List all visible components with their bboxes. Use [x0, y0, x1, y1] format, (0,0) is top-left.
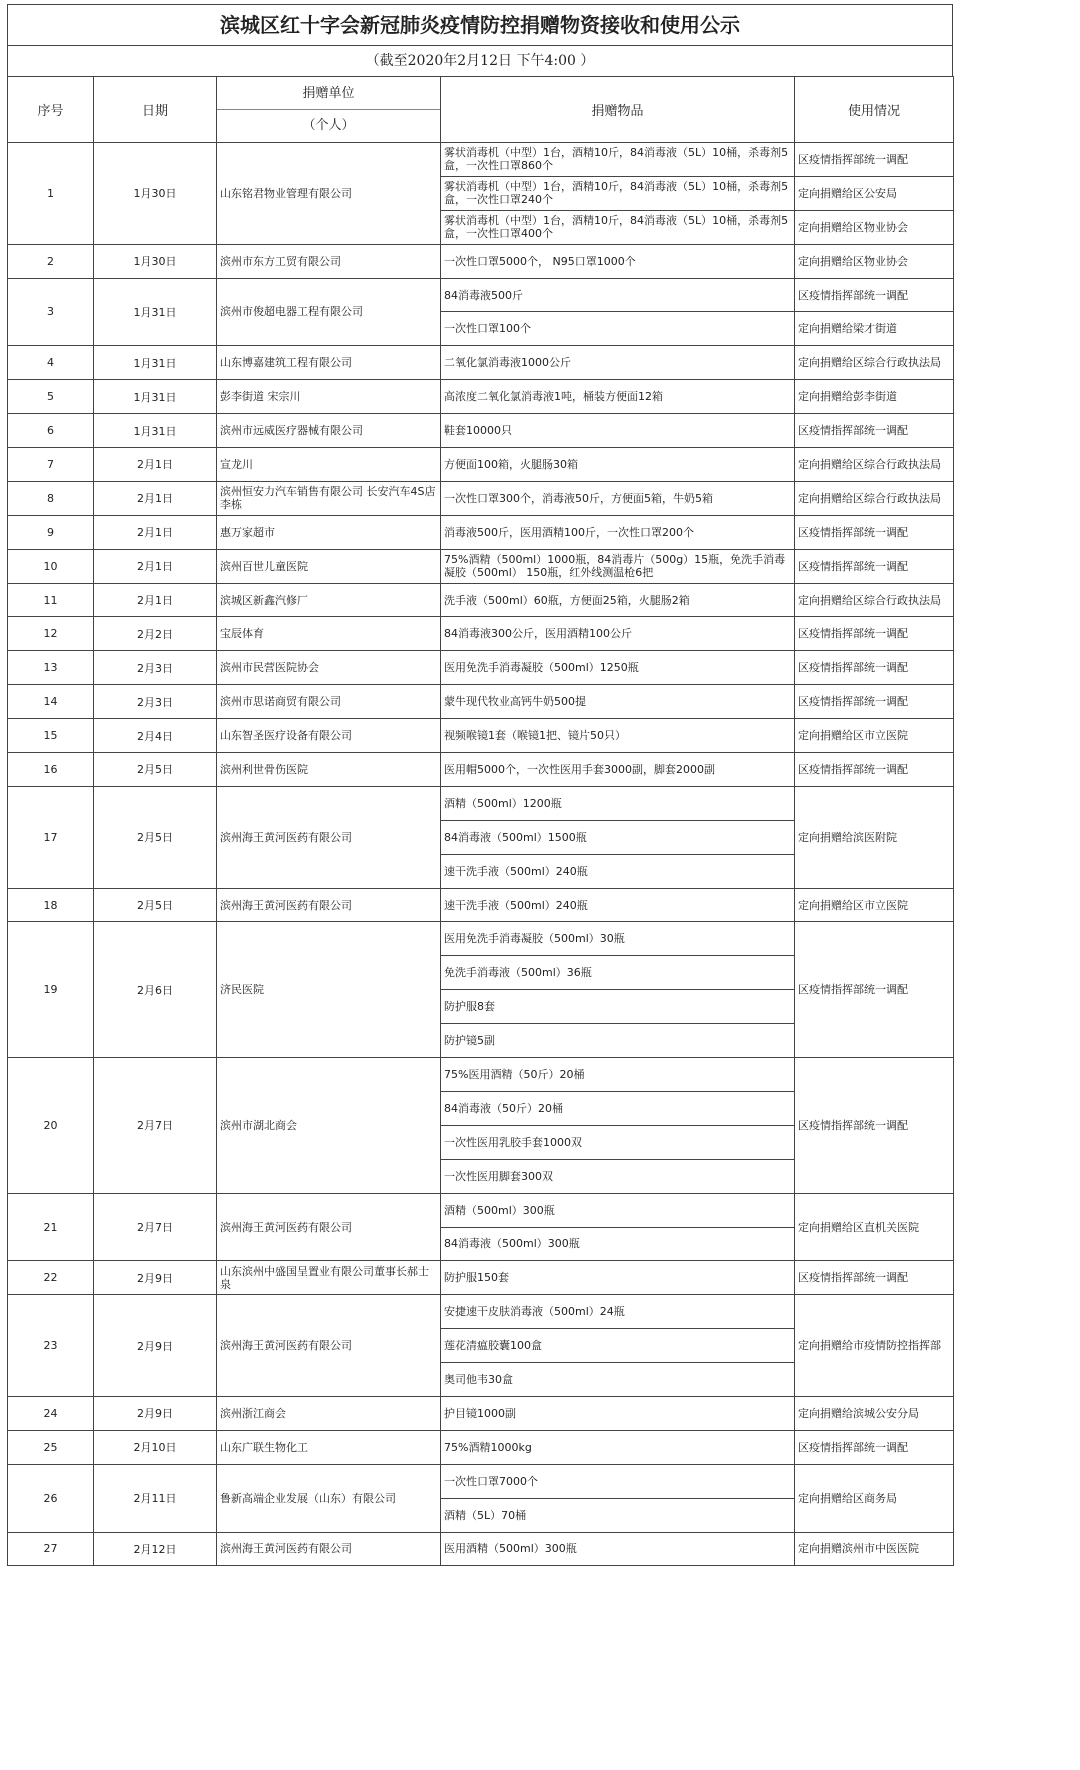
cell-usage: 区疫情指挥部统一调配: [795, 685, 954, 719]
cell-date: 2月1日: [94, 448, 217, 482]
cell-items: 速干洗手液（500ml）240瓶: [441, 888, 795, 922]
cell-usage: 区疫情指挥部统一调配: [795, 922, 954, 1058]
cell-items: 75%酒精（500ml）1000瓶，84消毒片（500g）15瓶，免洗手消毒凝胶（500ml） 150瓶，红外线测温枪6把: [441, 549, 795, 583]
cell-usage: 区疫情指挥部统一调配: [795, 414, 954, 448]
cell-donor: 山东广联生物化工: [217, 1430, 441, 1464]
cell-date: 1月31日: [94, 346, 217, 380]
cell-items: 防护镜5副: [441, 1024, 795, 1058]
cell-no: 2: [8, 244, 94, 278]
cell-items: 雾状消毒机（中型）1台，酒精10斤，84消毒液（5L）10桶，杀毒剂5盒，一次性口罩400个: [441, 210, 795, 244]
table-row: [8, 515, 954, 549]
cell-no: 22: [8, 1261, 94, 1295]
cell-items: 一次性口罩5000个， N95口罩1000个: [441, 244, 795, 278]
table-row: [8, 380, 954, 414]
cell-donor: 滨城区新鑫汽修厂: [217, 583, 441, 617]
cell-date: 2月5日: [94, 786, 217, 888]
cell-date: 2月3日: [94, 685, 217, 719]
table-row: [8, 244, 954, 278]
cell-items: 一次性口罩100个: [441, 312, 795, 346]
cell-usage: 定向捐赠给区市立医院: [795, 719, 954, 753]
table-row: [8, 143, 954, 177]
cell-no: 19: [8, 922, 94, 1058]
cell-date: 1月30日: [94, 143, 217, 245]
table-row: [8, 1261, 954, 1295]
cell-usage: 区疫情指挥部统一调配: [795, 278, 954, 312]
cell-no: 8: [8, 481, 94, 515]
cell-donor: 滨州市湖北商会: [217, 1058, 441, 1194]
cell-usage: 定向捐赠给区市立医院: [795, 888, 954, 922]
cell-items: 安捷速干皮肤消毒液（500ml）24瓶: [441, 1295, 795, 1329]
cell-no: 9: [8, 515, 94, 549]
cell-date: 2月1日: [94, 515, 217, 549]
cell-date: 2月12日: [94, 1532, 217, 1566]
cell-date: 2月4日: [94, 719, 217, 753]
cell-items: 方便面100箱，火腿肠30箱: [441, 448, 795, 482]
table-row: [8, 583, 954, 617]
cell-no: 20: [8, 1058, 94, 1194]
cell-usage: 定向捐赠给市疫情防控指挥部: [795, 1295, 954, 1397]
cell-no: 18: [8, 888, 94, 922]
cell-no: 16: [8, 753, 94, 787]
header-no: 序号: [8, 77, 94, 143]
cell-date: 2月9日: [94, 1396, 217, 1430]
cell-donor: 鲁新高端企业发展（山东）有限公司: [217, 1464, 441, 1532]
header-donor: [217, 77, 441, 143]
table-row: [8, 786, 954, 820]
cell-no: 27: [8, 1532, 94, 1566]
cell-no: 13: [8, 651, 94, 685]
cell-usage: 定向捐赠给区物业协会: [795, 244, 954, 278]
cell-donor: 济民医院: [217, 922, 441, 1058]
table-row: [8, 1396, 954, 1430]
cell-date: 1月31日: [94, 414, 217, 448]
cell-usage: 区疫情指挥部统一调配: [795, 143, 954, 177]
cell-items: 医用免洗手消毒凝胶（500ml）1250瓶: [441, 651, 795, 685]
cell-no: 12: [8, 617, 94, 651]
table-row: [8, 346, 954, 380]
cell-usage: 区疫情指挥部统一调配: [795, 753, 954, 787]
cell-items: 雾状消毒机（中型）1台，酒精10斤，84消毒液（5L）10桶，杀毒剂5盒，一次性口罩240个: [441, 176, 795, 210]
table-row: [8, 922, 954, 956]
header-donor-line1: 捐赠单位: [302, 86, 355, 101]
cell-items: 84消毒液300公斤，医用酒精100公斤: [441, 617, 795, 651]
header-usage: 使用情况: [795, 77, 954, 143]
cell-donor: 彭李街道 宋宗川: [217, 380, 441, 414]
cell-items: 75%医用酒精（50斤）20桶: [441, 1058, 795, 1092]
table-row: [8, 278, 954, 312]
cell-items: 鞋套10000只: [441, 414, 795, 448]
table-row: [8, 1464, 954, 1498]
cell-usage: 区疫情指挥部统一调配: [795, 617, 954, 651]
cell-usage: 区疫情指挥部统一调配: [795, 515, 954, 549]
cell-items: 一次性口罩7000个: [441, 1464, 795, 1498]
cell-items: 高浓度二氧化氯消毒液1吨，桶装方便面12箱: [441, 380, 795, 414]
table-row: [8, 448, 954, 482]
table-row: [8, 888, 954, 922]
cell-donor: 宝辰体育: [217, 617, 441, 651]
table-header-row: [8, 77, 954, 143]
cell-no: 3: [8, 278, 94, 346]
table-row: [8, 549, 954, 583]
cell-usage: 区疫情指挥部统一调配: [795, 1430, 954, 1464]
cell-date: 2月2日: [94, 617, 217, 651]
cell-usage: 定向捐赠给区综合行政执法局: [795, 346, 954, 380]
cell-usage: 区疫情指挥部统一调配: [795, 549, 954, 583]
cell-items: 84消毒液（50斤）20桶: [441, 1091, 795, 1125]
cell-no: 11: [8, 583, 94, 617]
cell-no: 10: [8, 549, 94, 583]
cell-donor: 滨州市民营医院协会: [217, 651, 441, 685]
cell-date: 2月7日: [94, 1058, 217, 1194]
cell-items: 速干洗手液（500ml）240瓶: [441, 854, 795, 888]
cell-items: 酒精（500ml）1200瓶: [441, 786, 795, 820]
table-row: [8, 719, 954, 753]
table-row: [8, 481, 954, 515]
cell-items: 医用帽5000个，一次性医用手套3000副，脚套2000副: [441, 753, 795, 787]
cell-donor: 滨州恒安力汽车销售有限公司 长安汽车4S店 李栋: [217, 481, 441, 515]
cell-usage: 定向捐赠给滨医附院: [795, 786, 954, 888]
cell-date: 2月1日: [94, 549, 217, 583]
cell-donor: 滨州市远威医疗器械有限公司: [217, 414, 441, 448]
cell-no: 15: [8, 719, 94, 753]
table-row: [8, 753, 954, 787]
header-date: 日期: [94, 77, 217, 143]
table-row: [8, 1295, 954, 1329]
cell-usage: 定向捐赠给区商务局: [795, 1464, 954, 1532]
cell-usage: 定向捐赠给区综合行政执法局: [795, 481, 954, 515]
table-row: [8, 617, 954, 651]
cell-date: 2月9日: [94, 1261, 217, 1295]
cell-date: 1月31日: [94, 380, 217, 414]
table-row: [8, 1430, 954, 1464]
cell-items: 医用酒精（500ml）300瓶: [441, 1532, 795, 1566]
cell-usage: 定向捐赠给区综合行政执法局: [795, 583, 954, 617]
cell-date: 2月10日: [94, 1430, 217, 1464]
cell-no: 6: [8, 414, 94, 448]
cell-items: 防护服8套: [441, 990, 795, 1024]
cell-items: 75%酒精1000kg: [441, 1430, 795, 1464]
table-row: [8, 1058, 954, 1092]
cell-items: 免洗手消毒液（500ml）36瓶: [441, 956, 795, 990]
cell-date: 2月9日: [94, 1295, 217, 1397]
cell-date: 2月7日: [94, 1193, 217, 1261]
cell-no: 17: [8, 786, 94, 888]
table-body: [8, 143, 954, 1566]
cell-items: 雾状消毒机（中型）1台，酒精10斤，84消毒液（5L）10桶，杀毒剂5盒，一次性口罩860个: [441, 143, 795, 177]
cell-date: 2月5日: [94, 888, 217, 922]
cell-usage: 定向捐赠给彭李街道: [795, 380, 954, 414]
table-row: [8, 414, 954, 448]
table-row: [8, 1193, 954, 1227]
cell-donor: 山东博嘉建筑工程有限公司: [217, 346, 441, 380]
cell-no: 24: [8, 1396, 94, 1430]
cell-donor: 滨州利世骨伤医院: [217, 753, 441, 787]
cell-items: 一次性医用乳胶手套1000双: [441, 1125, 795, 1159]
cell-donor: 惠万家超市: [217, 515, 441, 549]
cell-items: 消毒液500斤，医用酒精100斤，一次性口罩200个: [441, 515, 795, 549]
cell-no: 26: [8, 1464, 94, 1532]
cell-donor: 滨州市俊超电器工程有限公司: [217, 278, 441, 346]
cell-items: 蒙牛现代牧业高钙牛奶500提: [441, 685, 795, 719]
header-donor-line2: （个人）: [217, 109, 440, 141]
cell-items: 洗手液（500ml）60瓶，方便面25箱，火腿肠2箱: [441, 583, 795, 617]
cell-usage: 定向捐赠给滨城公安分局: [795, 1396, 954, 1430]
cell-donor: 山东铭君物业管理有限公司: [217, 143, 441, 245]
donation-table: [7, 76, 954, 1566]
cell-no: 1: [8, 143, 94, 245]
cell-donor: 滨州海王黄河医药有限公司: [217, 1295, 441, 1397]
cell-no: 14: [8, 685, 94, 719]
cell-items: 莲花清瘟胶囊100盒: [441, 1329, 795, 1363]
cell-date: 2月1日: [94, 481, 217, 515]
cell-donor: 滨州海王黄河医药有限公司: [217, 888, 441, 922]
cell-date: 1月31日: [94, 278, 217, 346]
cell-items: 医用免洗手消毒凝胶（500ml）30瓶: [441, 922, 795, 956]
cell-usage: 区疫情指挥部统一调配: [795, 651, 954, 685]
cell-donor: 宣龙川: [217, 448, 441, 482]
cell-date: 2月1日: [94, 583, 217, 617]
cell-usage: 区疫情指挥部统一调配: [795, 1058, 954, 1194]
cell-usage: 定向捐赠滨州市中医医院: [795, 1532, 954, 1566]
cell-usage: 定向捐赠给区直机关医院: [795, 1193, 954, 1261]
table-row: [8, 651, 954, 685]
cell-donor: 山东智圣医疗设备有限公司: [217, 719, 441, 753]
cell-usage: 定向捐赠给区公安局: [795, 176, 954, 210]
table-row: [8, 685, 954, 719]
document-subtitle: （截至2020年2月12日 下午4:00 ）: [7, 45, 953, 76]
cell-usage: 区疫情指挥部统一调配: [795, 1261, 954, 1295]
cell-items: 84消毒液500斤: [441, 278, 795, 312]
cell-no: 7: [8, 448, 94, 482]
cell-usage: 定向捐赠给梁才街道: [795, 312, 954, 346]
cell-items: 二氧化氯消毒液1000公斤: [441, 346, 795, 380]
cell-no: 4: [8, 346, 94, 380]
cell-usage: 定向捐赠给区物业协会: [795, 210, 954, 244]
cell-date: 2月3日: [94, 651, 217, 685]
cell-no: 5: [8, 380, 94, 414]
cell-items: 视频喉镜1套（喉镜1把、镜片50只）: [441, 719, 795, 753]
cell-items: 84消毒液（500ml）300瓶: [441, 1227, 795, 1261]
table-row: [8, 1532, 954, 1566]
cell-no: 25: [8, 1430, 94, 1464]
cell-date: 2月5日: [94, 753, 217, 787]
cell-donor: 滨州浙江商会: [217, 1396, 441, 1430]
cell-date: 2月6日: [94, 922, 217, 1058]
cell-items: 一次性口罩300个，消毒液50斤，方便面5箱，牛奶5箱: [441, 481, 795, 515]
cell-donor: 滨州百世儿童医院: [217, 549, 441, 583]
cell-donor: 滨州市思诺商贸有限公司: [217, 685, 441, 719]
cell-items: 奥司他韦30盒: [441, 1363, 795, 1397]
cell-date: 2月11日: [94, 1464, 217, 1532]
cell-donor: 滨州海王黄河医药有限公司: [217, 1193, 441, 1261]
cell-items: 防护服150套: [441, 1261, 795, 1295]
cell-no: 21: [8, 1193, 94, 1261]
cell-date: 1月30日: [94, 244, 217, 278]
cell-donor: 滨州市东方工贸有限公司: [217, 244, 441, 278]
cell-items: 酒精（500ml）300瓶: [441, 1193, 795, 1227]
document: [0, 4, 960, 1584]
cell-items: 一次性医用脚套300双: [441, 1159, 795, 1193]
header-items: 捐赠物品: [441, 77, 795, 143]
cell-donor: 山东滨州中盛国呈置业有限公司董事长郝士泉: [217, 1261, 441, 1295]
cell-items: 酒精（5L）70桶: [441, 1498, 795, 1532]
cell-no: 23: [8, 1295, 94, 1397]
cell-usage: 定向捐赠给区综合行政执法局: [795, 448, 954, 482]
document-title: 滨城区红十字会新冠肺炎疫情防控捐赠物资接收和使用公示: [7, 4, 953, 45]
cell-donor: 滨州海王黄河医药有限公司: [217, 786, 441, 888]
cell-donor: 滨州海王黄河医药有限公司: [217, 1532, 441, 1566]
cell-items: 护目镜1000副: [441, 1396, 795, 1430]
cell-items: 84消毒液（500ml）1500瓶: [441, 820, 795, 854]
